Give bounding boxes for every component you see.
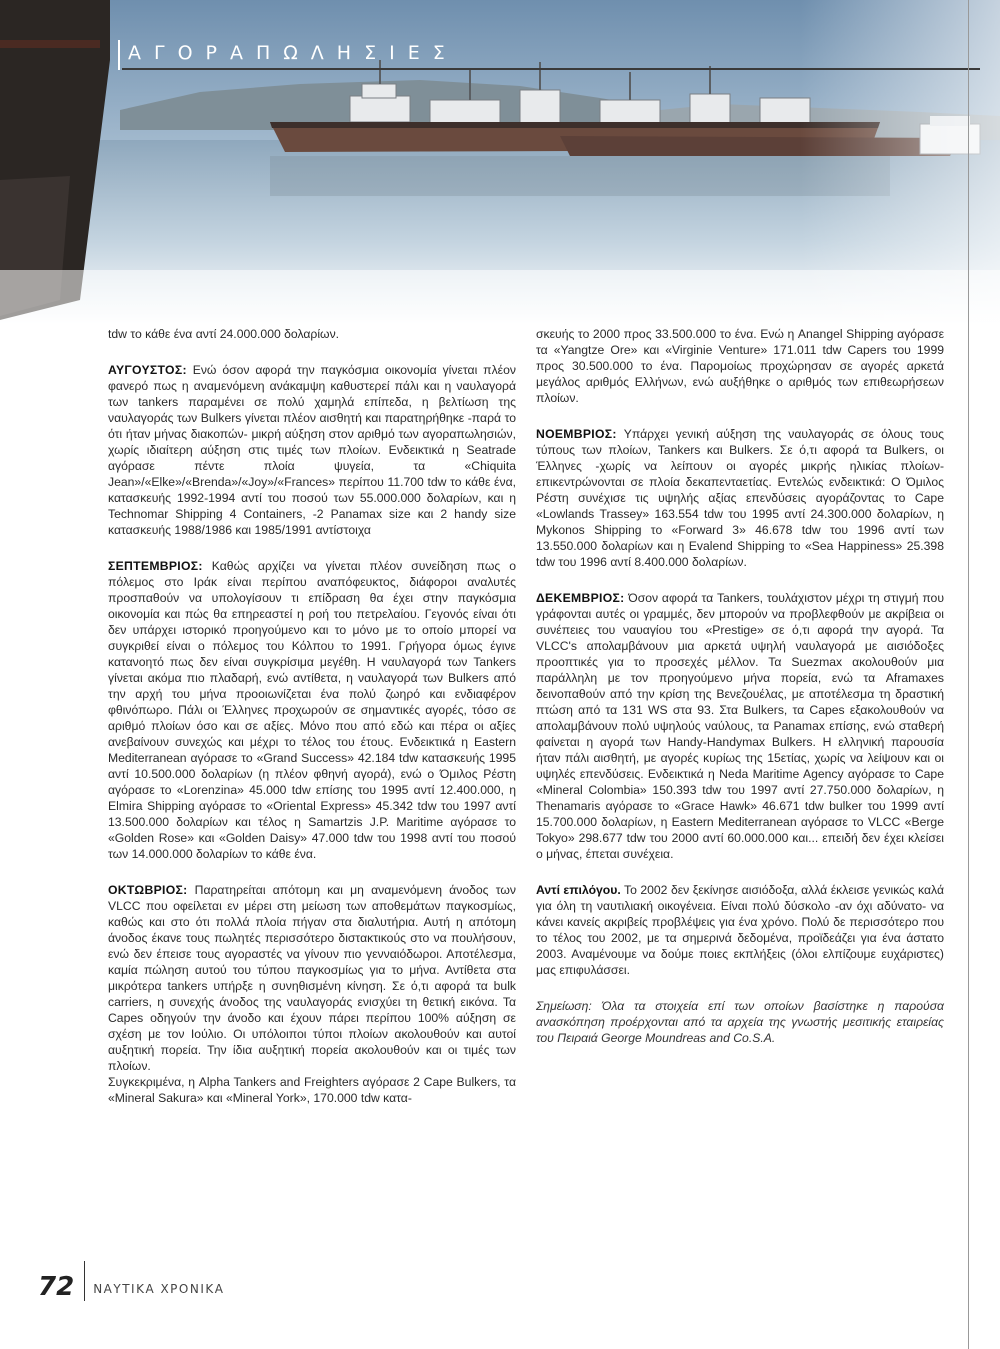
november-text: Υπάρχει γενική αύξηση της ναυλαγοράς σε όλους τους τύπους των πλοίων, Tankers και Bulkers. Σε ό,τι αφορά τα Bulkers, οι Έλληνες -χωρίς να λείπουν οι αγορές μικρής ηλικίας πλοίων- επικεντρώνονται σε πλοία δεκαπενταετίας. Εντελώς ενδεικτικά: Ο Όμιλος Ρέστη συνέχισε τις υψηλής αξίας επενδύσεις αγοράζοντας το Cape «Lowlands Trassey» 163.554 tdw του 1995 αντί 24.300.000 δολαρίων, η Mykonos Shipping το «Forward 3» 46.678 tdw του 1996 αντί των 13.550.000 δολαρίων και η Evalend Shipping το «Sea Happiness» 25.398 tdw του 1996 αντί 8.400.000 δολαρίων.	[536, 427, 944, 569]
footer-divider	[84, 1261, 85, 1301]
intro-paragraph: tdw το κάθε ένα αντί 24.000.000 δολαρίων.	[108, 327, 340, 341]
december-heading: ΔΕΚΕΜΒΡΙΟΣ:	[536, 591, 625, 605]
right-intro-paragraph: σκευής το 2000 προς 33.500.000 το ένα. Ενώ η Anangel Shipping αγόρασε τα «Yangtze Ore» και «Virginie Venture» 171.011 tdw Capers του 1999 προς 30.500.000 το ένα. Παρομοίως προχώρησαν σε αγορές αρκετά μεγάλος αριθμός Ελλήνων, ενώ αυξήθηκε ο αριθμός των επιθεωρήσεων πλοίων.	[536, 327, 944, 405]
source-note: Σημείωση: Όλα τα στοιχεία επί των οποίων βασίστηκε η παρούσα ανασκόπηση προέρχονται από τα αρχεία της γνωστής μεσιτικής εταιρείας του Πειραιά George Moundreas and Co.S.A.	[536, 999, 944, 1045]
epilogue-text: Το 2002 δεν ξεκίνησε αισιόδοξα, αλλά έκλεισε γενικώς καλά για όλη τη ναυτιλιακή οικογένεια. Είναι πολύ δύσκολο -αν όχι αδύνατο- να κάνει κανείς ακριβείς προβλέψεις για ένα χρόνο. Πολύ δε περισσότερο που το τέλος του 2002, με τα σημερινά δεδομένα, προϊδεάζει για ένα άστατο 2003. Αναμένουμε να δούμε ποιες εκπλήξεις (όλοι ελπίζουμε ευχάριστες) μας επιφυλάσσει.	[536, 883, 944, 977]
magazine-name: ΝΑΥΤΙΚΑ ΧΡΟΝΙΚΑ	[93, 1282, 225, 1296]
october-heading: ΟΚΤΩΒΡΙΟΣ:	[108, 883, 188, 897]
october-continuation: Συγκεκριμένα, η Alpha Tankers and Freighters αγόρασε 2 Cape Bulkers, τα «Mineral Sakura» και «Mineral York», 170.000 tdw κατα-	[108, 1075, 516, 1105]
epilogue-paragraph	[536, 882, 944, 978]
november-paragraph	[536, 426, 944, 570]
august-paragraph	[108, 362, 516, 538]
december-paragraph	[536, 590, 944, 862]
right-column	[536, 326, 944, 1066]
november-heading: ΝΟΕΜΒΡΙΟΣ:	[536, 427, 617, 441]
epilogue-heading: Αντί επιλόγου.	[536, 883, 621, 897]
left-column	[108, 326, 516, 1126]
august-text: Ενώ όσον αφορά την παγκόσμια οικονομία γίνεται πλέον φανερό πως η αναμενόμενη ανάκαμψη καθυστερεί πάλι και η ναυλαγορά των tankers παραμένει σε πολύ χαμηλά επίπεδα, η βελτίωση της ναυλαγοράς των Bulkers γίνεται πλέον αισθητή και παρατηρήθηκε -παρά το ότι ήταν μήνας διακοπών- μικρή αύξηση στον αριθμό των αγοραπωλησιών, χωρίς ιδιαίτερη αύξηση στις τιμές των πλοίων. Ενδεικτικά η Seatrade αγόρασε πέντε πλοία ψυγεία, τα «Chiquita Jean»/«Elke»/«Brenda»/«Joy»/«Frances» περίπου 11.700 tdw το κάθε ένα, κατασκευής 1992-1994 αντί του ποσού των 55.000.000 δολαρίων, και η Technomar Shipping 4 Containers, -2 Panamax size και 2 handy size κατασκευής 1988/1986 και 1985/1991 αντίστοιχα	[108, 363, 516, 537]
page-footer	[38, 1261, 224, 1301]
page-number: 72	[38, 1272, 75, 1302]
page-edge-line	[968, 0, 969, 1349]
section-title: ΑΓΟΡΑΠΩΛΗΣΙΕΣ	[128, 42, 458, 64]
title-rule	[122, 68, 980, 70]
september-paragraph	[108, 558, 516, 862]
september-heading: ΣΕΠΤΕΜΒΡΙΟΣ:	[108, 559, 203, 573]
october-paragraph	[108, 882, 516, 1074]
september-text: Καθώς αρχίζει να γίνεται πλέον συνείδηση πως ο πόλεμος στο Ιράκ είναι περίπου αναπόφευκτος, διάφοροι αναλυτές προσπαθούν να υπολογίσουν τι επίδραση θα έχει στην παγκόσμια οικονομία και πώς θα επηρεαστεί η ροή του πετρελαίου. Γεγονός είναι ότι δεν υπάρχει ιστορικό προηγούμενο και το μόνο με το οποίο μπορεί να συγκριθεί είναι ο πόλεμος του Κόλπου το 1991. Γρήγορα όμως έγινε κατανοητό πως δεν είναι συγκρίσιμα μεγέθη. Η ναυλαγορά των Tankers γίνεται ακόμα πιο πλαδαρή, ενώ αντίθετα, η ναυλαγορά των Bulkers από την αρχή του μήνα προοιωνίζεται ένα πολύ ζωηρό και ενδιαφέρον φθινόπωρο. Πάλι οι Έλληνες προχωρούν σε σημαντικές αγορές, τόσο σε αριθμό πλοίων όσο και σε αξίες. Μόνο που από εδώ και πέρα οι αξίες ανεβαίνουν συνεχώς και μέχρι το τέλος του έτους. Ενδεικτικά η Eastern Mediterranean αγόρασε το «Grand Success» 42.184 tdw κατασκευής 1995 αντί 10.500.000 δολαρίων (η πλέον φθηνή αγορά), ενώ ο Όμιλος Ρέστη αγόρασε το «Lorenzina» 45.000 tdw επίσης του 1995 αντί 12.400.000, η Elmira Shipping αγόρασε το «Oriental Express» 45.342 tdw του 1997 αντί 13.500.000 δολαρίων και τέλος η Samartzis J.P. Maritime αγόρασε το «Golden Rose» και «Golden Daisy» 47.000 tdw του 1998 αντί του ποσού των 14.000.000 δολαρίων το κάθε ένα.	[108, 559, 516, 861]
august-heading: ΑΥΓΟΥΣΤΟΣ:	[108, 363, 187, 377]
october-text: Παρατηρείται απότομη και μη αναμενόμενη άνοδος των VLCC που οφείλεται εν μέρει στη μείωση των αποθεμάτων παγκοσμίως, καθώς και στο ότι πολλά πλοία πήγαν στα διαλυτήρια. Αυτή η απότομη άνοδος έκανε τους πωλητές περισσότερο διστακτικούς στο να πουλήσουν, ενώ δεν έπεισε τους αγοραστές να γίνουν πιο γενναιόδωροι. Αποτέλεσμα, καμία πώληση αυτού του τύπου παγκοσμίως για το μήνα. Αντίθετα στα μικρότερα tankers υπήρξε η συνηθισμένη κίνηση. Σε ό,τι αφορά τα bulk carriers, η συνεχής άνοδος της ναυλαγοράς ενισχύει τη θετική εικόνα. Τα Capes οδηγούν την άνοδο και έχουν πάρει περίπου 100% αύξηση σε σχέση με τον Ιούλιο. Οι υπόλοιποι τύποι πλοίων ακολουθούν και αυτοί αυξητική πορεία. Την ίδια αυξητική πορεία ακολουθούν και οι τιμές των πλοίων.	[108, 883, 516, 1073]
title-tick	[118, 40, 120, 70]
december-text: Όσον αφορά τα Tankers, τουλάχιστον μέχρι τη στιγμή που γράφονται αυτές οι γραμμές, δεν μπορούν να προβλεφθούν με ακρίβεια οι συνέπειες του ναυαγίου του «Prestige» σε ό,τι αφορά την αγορά. Τα VLCC's απολαμβάνουν μια αρκετά υψηλή ναυλαγορά με αισιόδοξες προοπτικές για το προσεχές μέλλον. Τα Suezmax ακολουθούν μια παράλληλη με τον προηγούμενο μήνα πορεία, ενώ τα Aframaxes δεινοπαθούν από την κρίση της Βενεζουέλας, με αποτέλεσμα τη δραστική πτώση από τα 131 WS στα 93. Στα Bulkers, τα Capes εξακολουθούν να απολαμβάνουν πολύ υψηλούς ναύλους, τα Panamax επίσης, ενώ σταθερή φαίνεται η αγορά των Handy-Handymax Bulkers. Η ελληνική παρουσία ήταν πάλι αισθητή, με αγορές κυρίως της 15ετίας, χωρίς να λείψουν και οι υψηλές επενδύσεις. Ενδεικτικά η Neda Maritime Agency αγόρασε το Cape «Mineral Colombia» 150.393 tdw του 1997 αντί 27.750.000 δολαρίων, η Thenamaris αγόρασε το «Grace Hawk» 46.671 tdw bulker του 1999 αντί 15.700.000 δολαρίων, η Eastern Mediterranean αγόρασε το VLCC «Berge Tokyo» 298.677 tdw του 2000 αντί 60.000.000 και... επειδή δεν έχει κλείσει ο μήνας, έπεται συνέχεια.	[536, 591, 944, 861]
